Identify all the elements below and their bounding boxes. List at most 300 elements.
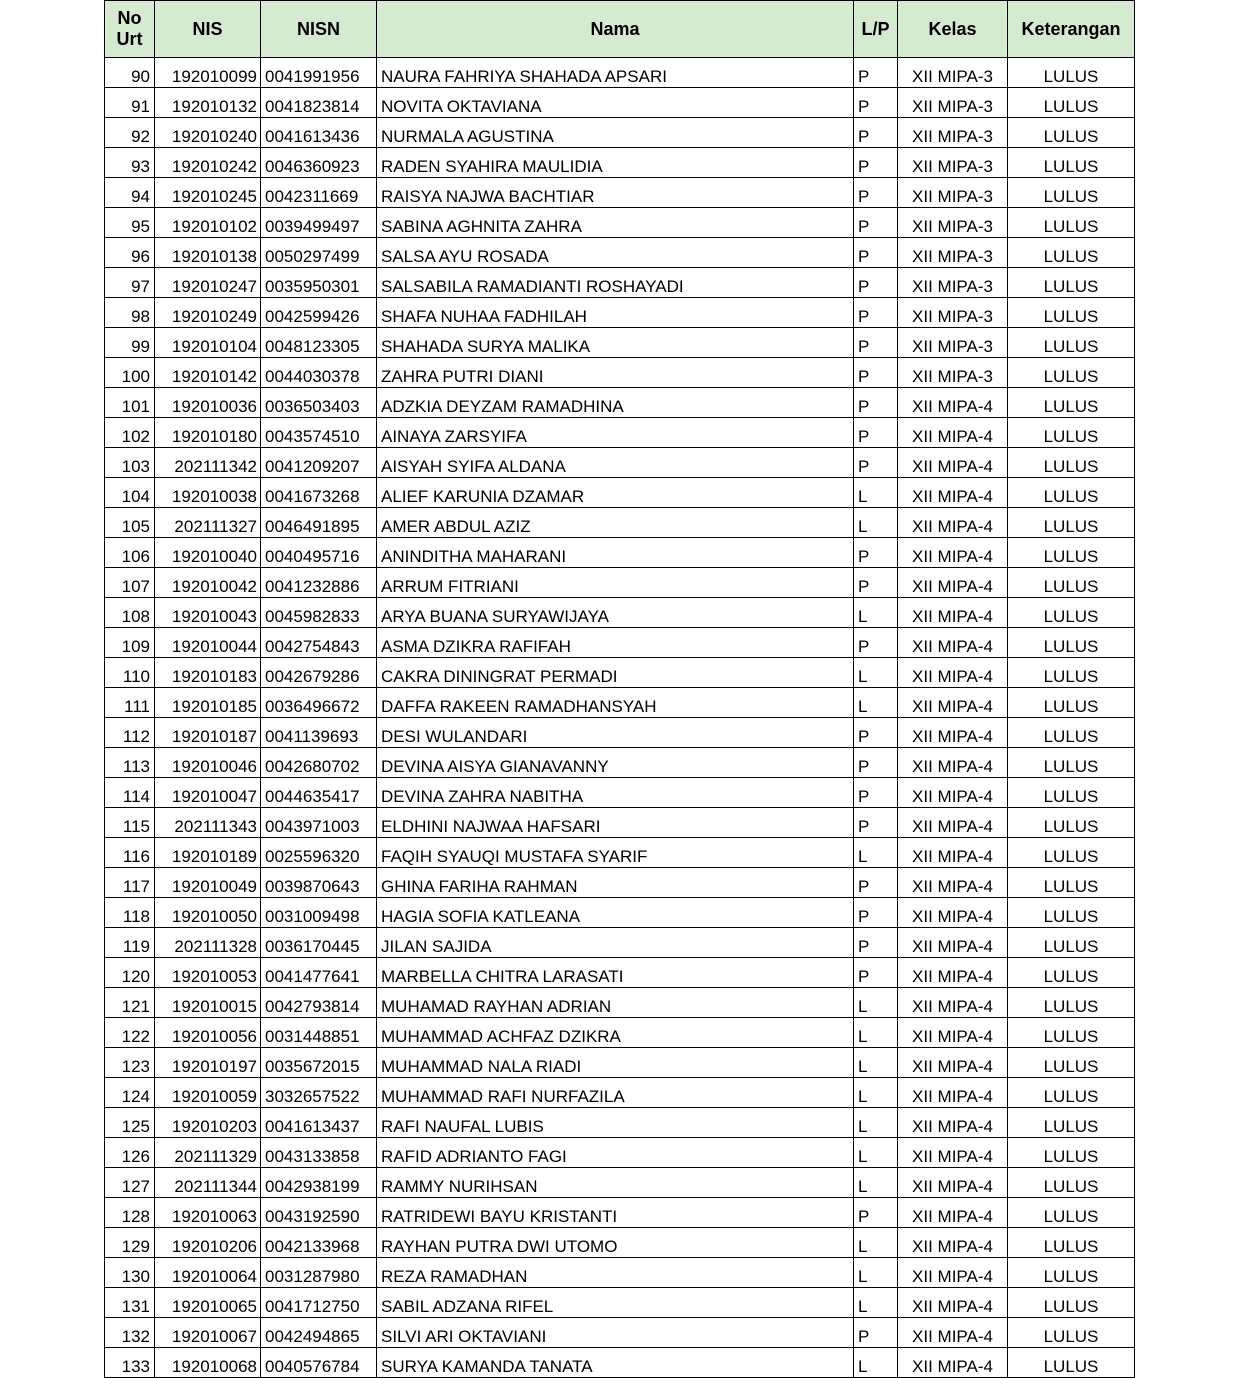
cell-lp: P bbox=[854, 298, 898, 328]
cell-lp: P bbox=[854, 898, 898, 928]
cell-nis: 202111327 bbox=[155, 508, 261, 538]
cell-kelas: XII MIPA-4 bbox=[898, 718, 1008, 748]
cell-lp: L bbox=[854, 658, 898, 688]
cell-nis: 192010102 bbox=[155, 208, 261, 238]
cell-keterangan: LULUS bbox=[1008, 1108, 1135, 1138]
cell-kelas: XII MIPA-3 bbox=[898, 148, 1008, 178]
cell-lp: L bbox=[854, 1138, 898, 1168]
cell-nis: 192010064 bbox=[155, 1258, 261, 1288]
cell-nisn: 0039499497 bbox=[261, 208, 377, 238]
cell-nis: 192010249 bbox=[155, 298, 261, 328]
cell-nama: RAISYA NAJWA BACHTIAR bbox=[377, 178, 854, 208]
cell-keterangan: LULUS bbox=[1008, 1258, 1135, 1288]
cell-lp: L bbox=[854, 508, 898, 538]
cell-nis: 192010197 bbox=[155, 1048, 261, 1078]
cell-nisn: 0042754843 bbox=[261, 628, 377, 658]
cell-nisn: 0041991956 bbox=[261, 58, 377, 88]
cell-keterangan: LULUS bbox=[1008, 1168, 1135, 1198]
cell-lp: P bbox=[854, 178, 898, 208]
cell-lp: P bbox=[854, 958, 898, 988]
cell-nis: 192010043 bbox=[155, 598, 261, 628]
cell-keterangan: LULUS bbox=[1008, 1078, 1135, 1108]
cell-lp: L bbox=[854, 598, 898, 628]
cell-keterangan: LULUS bbox=[1008, 868, 1135, 898]
table-row bbox=[105, 148, 1135, 178]
cell-lp: L bbox=[854, 1288, 898, 1318]
cell-no-urt: 123 bbox=[105, 1048, 155, 1078]
student-table bbox=[104, 0, 1135, 1378]
cell-nisn: 0041712750 bbox=[261, 1288, 377, 1318]
cell-nisn: 0041139693 bbox=[261, 718, 377, 748]
cell-nama: ANINDITHA MAHARANI bbox=[377, 538, 854, 568]
cell-no-urt: 104 bbox=[105, 478, 155, 508]
cell-nama: ZAHRA PUTRI DIANI bbox=[377, 358, 854, 388]
cell-kelas: XII MIPA-4 bbox=[898, 748, 1008, 778]
cell-nis: 192010245 bbox=[155, 178, 261, 208]
cell-nisn: 0043971003 bbox=[261, 808, 377, 838]
cell-nama: MUHAMAD RAYHAN ADRIAN bbox=[377, 988, 854, 1018]
cell-kelas: XII MIPA-3 bbox=[898, 88, 1008, 118]
cell-nis: 192010242 bbox=[155, 148, 261, 178]
cell-keterangan: LULUS bbox=[1008, 568, 1135, 598]
cell-kelas: XII MIPA-4 bbox=[898, 688, 1008, 718]
cell-nis: 192010142 bbox=[155, 358, 261, 388]
table-row bbox=[105, 778, 1135, 808]
cell-nis: 202111344 bbox=[155, 1168, 261, 1198]
cell-nis: 192010044 bbox=[155, 628, 261, 658]
cell-lp: L bbox=[854, 1078, 898, 1108]
header-kelas: Kelas bbox=[898, 1, 1008, 58]
cell-no-urt: 93 bbox=[105, 148, 155, 178]
cell-lp: P bbox=[854, 568, 898, 598]
cell-keterangan: LULUS bbox=[1008, 538, 1135, 568]
cell-keterangan: LULUS bbox=[1008, 478, 1135, 508]
cell-keterangan: LULUS bbox=[1008, 778, 1135, 808]
cell-no-urt: 101 bbox=[105, 388, 155, 418]
cell-lp: P bbox=[854, 208, 898, 238]
cell-nama: ASMA DZIKRA RAFIFAH bbox=[377, 628, 854, 658]
cell-nama: NAURA FAHRIYA SHAHADA APSARI bbox=[377, 58, 854, 88]
cell-nis: 192010040 bbox=[155, 538, 261, 568]
cell-lp: P bbox=[854, 1318, 898, 1348]
cell-lp: L bbox=[854, 1048, 898, 1078]
cell-no-urt: 118 bbox=[105, 898, 155, 928]
table-row bbox=[105, 58, 1135, 88]
cell-nis: 192010138 bbox=[155, 238, 261, 268]
cell-nama: AMER ABDUL AZIZ bbox=[377, 508, 854, 538]
cell-kelas: XII MIPA-4 bbox=[898, 418, 1008, 448]
cell-keterangan: LULUS bbox=[1008, 718, 1135, 748]
cell-no-urt: 100 bbox=[105, 358, 155, 388]
cell-no-urt: 121 bbox=[105, 988, 155, 1018]
table-row bbox=[105, 1138, 1135, 1168]
cell-no-urt: 106 bbox=[105, 538, 155, 568]
cell-nis: 192010050 bbox=[155, 898, 261, 928]
cell-kelas: XII MIPA-3 bbox=[898, 328, 1008, 358]
cell-nis: 192010183 bbox=[155, 658, 261, 688]
table-row bbox=[105, 988, 1135, 1018]
cell-no-urt: 119 bbox=[105, 928, 155, 958]
cell-nis: 192010067 bbox=[155, 1318, 261, 1348]
cell-no-urt: 122 bbox=[105, 1018, 155, 1048]
cell-no-urt: 133 bbox=[105, 1348, 155, 1378]
cell-nama: MUHAMMAD RAFI NURFAZILA bbox=[377, 1078, 854, 1108]
cell-nis: 192010015 bbox=[155, 988, 261, 1018]
cell-nis: 192010206 bbox=[155, 1228, 261, 1258]
cell-keterangan: LULUS bbox=[1008, 388, 1135, 418]
cell-kelas: XII MIPA-4 bbox=[898, 838, 1008, 868]
cell-nisn: 0046491895 bbox=[261, 508, 377, 538]
cell-no-urt: 124 bbox=[105, 1078, 155, 1108]
cell-no-urt: 92 bbox=[105, 118, 155, 148]
table-row bbox=[105, 1288, 1135, 1318]
cell-no-urt: 115 bbox=[105, 808, 155, 838]
cell-lp: L bbox=[854, 1228, 898, 1258]
cell-nama: SURYA KAMANDA TANATA bbox=[377, 1348, 854, 1378]
table-row bbox=[105, 298, 1135, 328]
cell-nama: ALIEF KARUNIA DZAMAR bbox=[377, 478, 854, 508]
table-row bbox=[105, 1198, 1135, 1228]
cell-no-urt: 110 bbox=[105, 658, 155, 688]
cell-nama: HAGIA SOFIA KATLEANA bbox=[377, 898, 854, 928]
cell-nisn: 0043133858 bbox=[261, 1138, 377, 1168]
cell-keterangan: LULUS bbox=[1008, 418, 1135, 448]
header-keterangan: Keterangan bbox=[1008, 1, 1135, 58]
cell-keterangan: LULUS bbox=[1008, 208, 1135, 238]
cell-lp: P bbox=[854, 868, 898, 898]
cell-nisn: 0041232886 bbox=[261, 568, 377, 598]
cell-nisn: 0042599426 bbox=[261, 298, 377, 328]
cell-keterangan: LULUS bbox=[1008, 1138, 1135, 1168]
table-row bbox=[105, 628, 1135, 658]
cell-nis: 192010180 bbox=[155, 418, 261, 448]
cell-nama: ELDHINI NAJWAA HAFSARI bbox=[377, 808, 854, 838]
cell-nis: 192010046 bbox=[155, 748, 261, 778]
cell-nis: 192010053 bbox=[155, 958, 261, 988]
cell-keterangan: LULUS bbox=[1008, 328, 1135, 358]
table-row bbox=[105, 808, 1135, 838]
table-row bbox=[105, 118, 1135, 148]
cell-no-urt: 91 bbox=[105, 88, 155, 118]
cell-no-urt: 116 bbox=[105, 838, 155, 868]
cell-nis: 202111329 bbox=[155, 1138, 261, 1168]
cell-nama: RAFID ADRIANTO FAGI bbox=[377, 1138, 854, 1168]
cell-nis: 192010185 bbox=[155, 688, 261, 718]
cell-nisn: 0042311669 bbox=[261, 178, 377, 208]
cell-keterangan: LULUS bbox=[1008, 958, 1135, 988]
cell-lp: P bbox=[854, 268, 898, 298]
cell-kelas: XII MIPA-3 bbox=[898, 58, 1008, 88]
table-row bbox=[105, 1318, 1135, 1348]
cell-keterangan: LULUS bbox=[1008, 358, 1135, 388]
cell-nama: ADZKIA DEYZAM RAMADHINA bbox=[377, 388, 854, 418]
cell-keterangan: LULUS bbox=[1008, 58, 1135, 88]
cell-kelas: XII MIPA-4 bbox=[898, 1138, 1008, 1168]
cell-kelas: XII MIPA-4 bbox=[898, 388, 1008, 418]
cell-no-urt: 131 bbox=[105, 1288, 155, 1318]
table-row bbox=[105, 448, 1135, 478]
table-row bbox=[105, 238, 1135, 268]
cell-nisn: 0042680702 bbox=[261, 748, 377, 778]
table-row bbox=[105, 928, 1135, 958]
cell-kelas: XII MIPA-4 bbox=[898, 1078, 1008, 1108]
cell-kelas: XII MIPA-4 bbox=[898, 1048, 1008, 1078]
cell-nis: 202111343 bbox=[155, 808, 261, 838]
cell-keterangan: LULUS bbox=[1008, 838, 1135, 868]
cell-keterangan: LULUS bbox=[1008, 748, 1135, 778]
header-no-urt: No Urt bbox=[105, 1, 155, 58]
cell-lp: P bbox=[854, 88, 898, 118]
cell-no-urt: 108 bbox=[105, 598, 155, 628]
cell-nama: MUHAMMAD NALA RIADI bbox=[377, 1048, 854, 1078]
cell-nisn: 0040576784 bbox=[261, 1348, 377, 1378]
cell-keterangan: LULUS bbox=[1008, 928, 1135, 958]
cell-nama: MARBELLA CHITRA LARASATI bbox=[377, 958, 854, 988]
cell-lp: L bbox=[854, 478, 898, 508]
cell-kelas: XII MIPA-3 bbox=[898, 268, 1008, 298]
cell-kelas: XII MIPA-4 bbox=[898, 988, 1008, 1018]
table-row bbox=[105, 208, 1135, 238]
cell-lp: P bbox=[854, 748, 898, 778]
cell-keterangan: LULUS bbox=[1008, 988, 1135, 1018]
cell-nisn: 3032657522 bbox=[261, 1078, 377, 1108]
cell-lp: P bbox=[854, 118, 898, 148]
cell-keterangan: LULUS bbox=[1008, 1318, 1135, 1348]
cell-nama: DESI WULANDARI bbox=[377, 718, 854, 748]
cell-lp: P bbox=[854, 418, 898, 448]
cell-lp: P bbox=[854, 328, 898, 358]
table-row bbox=[105, 388, 1135, 418]
cell-kelas: XII MIPA-4 bbox=[898, 478, 1008, 508]
cell-nis: 192010036 bbox=[155, 388, 261, 418]
cell-nis: 192010059 bbox=[155, 1078, 261, 1108]
cell-nis: 192010104 bbox=[155, 328, 261, 358]
table-row bbox=[105, 1348, 1135, 1378]
cell-kelas: XII MIPA-4 bbox=[898, 508, 1008, 538]
cell-nama: SHAHADA SURYA MALIKA bbox=[377, 328, 854, 358]
cell-no-urt: 109 bbox=[105, 628, 155, 658]
cell-no-urt: 111 bbox=[105, 688, 155, 718]
cell-nama: SHAFA NUHAA FADHILAH bbox=[377, 298, 854, 328]
cell-no-urt: 129 bbox=[105, 1228, 155, 1258]
cell-lp: P bbox=[854, 808, 898, 838]
cell-no-urt: 103 bbox=[105, 448, 155, 478]
table-row bbox=[105, 718, 1135, 748]
cell-nama: DEVINA ZAHRA NABITHA bbox=[377, 778, 854, 808]
cell-nisn: 0025596320 bbox=[261, 838, 377, 868]
cell-nisn: 0044635417 bbox=[261, 778, 377, 808]
cell-nama: CAKRA DININGRAT PERMADI bbox=[377, 658, 854, 688]
cell-nisn: 0044030378 bbox=[261, 358, 377, 388]
cell-kelas: XII MIPA-4 bbox=[898, 598, 1008, 628]
cell-nama: SABIL ADZANA RIFEL bbox=[377, 1288, 854, 1318]
cell-keterangan: LULUS bbox=[1008, 688, 1135, 718]
cell-kelas: XII MIPA-3 bbox=[898, 178, 1008, 208]
cell-no-urt: 90 bbox=[105, 58, 155, 88]
cell-nama: SALSA AYU ROSADA bbox=[377, 238, 854, 268]
cell-nisn: 0042793814 bbox=[261, 988, 377, 1018]
cell-kelas: XII MIPA-4 bbox=[898, 448, 1008, 478]
cell-nisn: 0046360923 bbox=[261, 148, 377, 178]
cell-lp: L bbox=[854, 1168, 898, 1198]
cell-nis: 192010189 bbox=[155, 838, 261, 868]
header-nisn: NISN bbox=[261, 1, 377, 58]
cell-keterangan: LULUS bbox=[1008, 658, 1135, 688]
cell-nama: RAFI NAUFAL LUBIS bbox=[377, 1108, 854, 1138]
cell-kelas: XII MIPA-4 bbox=[898, 808, 1008, 838]
cell-keterangan: LULUS bbox=[1008, 1228, 1135, 1258]
cell-keterangan: LULUS bbox=[1008, 268, 1135, 298]
cell-no-urt: 99 bbox=[105, 328, 155, 358]
cell-nisn: 0036170445 bbox=[261, 928, 377, 958]
cell-no-urt: 126 bbox=[105, 1138, 155, 1168]
cell-no-urt: 132 bbox=[105, 1318, 155, 1348]
cell-nisn: 0042133968 bbox=[261, 1228, 377, 1258]
cell-nama: ARRUM FITRIANI bbox=[377, 568, 854, 598]
cell-nama: SILVI ARI OKTAVIANI bbox=[377, 1318, 854, 1348]
table-row bbox=[105, 658, 1135, 688]
header-nis: NIS bbox=[155, 1, 261, 58]
cell-lp: L bbox=[854, 838, 898, 868]
cell-nama: MUHAMMAD ACHFAZ DZIKRA bbox=[377, 1018, 854, 1048]
cell-nisn: 0048123305 bbox=[261, 328, 377, 358]
cell-keterangan: LULUS bbox=[1008, 88, 1135, 118]
cell-nis: 202111342 bbox=[155, 448, 261, 478]
cell-nisn: 0042679286 bbox=[261, 658, 377, 688]
table-row bbox=[105, 598, 1135, 628]
table-row bbox=[105, 358, 1135, 388]
header-lp: L/P bbox=[854, 1, 898, 58]
cell-kelas: XII MIPA-4 bbox=[898, 1348, 1008, 1378]
cell-kelas: XII MIPA-4 bbox=[898, 868, 1008, 898]
cell-lp: L bbox=[854, 1108, 898, 1138]
cell-kelas: XII MIPA-4 bbox=[898, 628, 1008, 658]
cell-lp: P bbox=[854, 388, 898, 418]
cell-kelas: XII MIPA-3 bbox=[898, 298, 1008, 328]
cell-no-urt: 102 bbox=[105, 418, 155, 448]
table-row bbox=[105, 1228, 1135, 1258]
cell-keterangan: LULUS bbox=[1008, 598, 1135, 628]
cell-nama: ARYA BUANA SURYAWIJAYA bbox=[377, 598, 854, 628]
cell-nisn: 0039870643 bbox=[261, 868, 377, 898]
cell-nisn: 0035672015 bbox=[261, 1048, 377, 1078]
cell-lp: P bbox=[854, 928, 898, 958]
cell-nisn: 0043574510 bbox=[261, 418, 377, 448]
cell-nis: 192010203 bbox=[155, 1108, 261, 1138]
cell-keterangan: LULUS bbox=[1008, 508, 1135, 538]
cell-nis: 192010099 bbox=[155, 58, 261, 88]
cell-kelas: XII MIPA-4 bbox=[898, 1318, 1008, 1348]
cell-nisn: 0036496672 bbox=[261, 688, 377, 718]
cell-nama: DAFFA RAKEEN RAMADHANSYAH bbox=[377, 688, 854, 718]
table-row bbox=[105, 748, 1135, 778]
cell-nis: 192010065 bbox=[155, 1288, 261, 1318]
cell-nis: 192010038 bbox=[155, 478, 261, 508]
cell-lp: P bbox=[854, 58, 898, 88]
cell-no-urt: 97 bbox=[105, 268, 155, 298]
cell-kelas: XII MIPA-3 bbox=[898, 118, 1008, 148]
cell-kelas: XII MIPA-4 bbox=[898, 568, 1008, 598]
cell-no-urt: 95 bbox=[105, 208, 155, 238]
cell-no-urt: 114 bbox=[105, 778, 155, 808]
cell-nis: 192010240 bbox=[155, 118, 261, 148]
cell-kelas: XII MIPA-4 bbox=[898, 898, 1008, 928]
cell-nama: FAQIH SYAUQI MUSTAFA SYARIF bbox=[377, 838, 854, 868]
cell-no-urt: 107 bbox=[105, 568, 155, 598]
cell-nis: 192010049 bbox=[155, 868, 261, 898]
cell-nama: DEVINA AISYA GIANAVANNY bbox=[377, 748, 854, 778]
cell-kelas: XII MIPA-3 bbox=[898, 358, 1008, 388]
cell-nisn: 0041477641 bbox=[261, 958, 377, 988]
table-row bbox=[105, 418, 1135, 448]
cell-keterangan: LULUS bbox=[1008, 898, 1135, 928]
cell-nis: 192010068 bbox=[155, 1348, 261, 1378]
table-row bbox=[105, 268, 1135, 298]
cell-keterangan: LULUS bbox=[1008, 1348, 1135, 1378]
table-row bbox=[105, 1168, 1135, 1198]
cell-kelas: XII MIPA-4 bbox=[898, 1288, 1008, 1318]
table-row bbox=[105, 88, 1135, 118]
cell-keterangan: LULUS bbox=[1008, 1288, 1135, 1318]
cell-no-urt: 113 bbox=[105, 748, 155, 778]
cell-no-urt: 105 bbox=[105, 508, 155, 538]
cell-lp: P bbox=[854, 358, 898, 388]
table-row bbox=[105, 328, 1135, 358]
cell-lp: P bbox=[854, 1198, 898, 1228]
cell-nisn: 0042494865 bbox=[261, 1318, 377, 1348]
cell-nama: RAYHAN PUTRA DWI UTOMO bbox=[377, 1228, 854, 1258]
cell-nis: 192010187 bbox=[155, 718, 261, 748]
cell-no-urt: 127 bbox=[105, 1168, 155, 1198]
cell-nis: 192010047 bbox=[155, 778, 261, 808]
table-row bbox=[105, 1018, 1135, 1048]
cell-kelas: XII MIPA-3 bbox=[898, 238, 1008, 268]
cell-nisn: 0042938199 bbox=[261, 1168, 377, 1198]
cell-nama: JILAN SAJIDA bbox=[377, 928, 854, 958]
cell-nama: SALSABILA RAMADIANTI ROSHAYADI bbox=[377, 268, 854, 298]
cell-nisn: 0031009498 bbox=[261, 898, 377, 928]
cell-lp: P bbox=[854, 628, 898, 658]
cell-kelas: XII MIPA-3 bbox=[898, 208, 1008, 238]
cell-no-urt: 98 bbox=[105, 298, 155, 328]
cell-keterangan: LULUS bbox=[1008, 148, 1135, 178]
cell-nama: AISYAH SYIFA ALDANA bbox=[377, 448, 854, 478]
cell-lp: P bbox=[854, 778, 898, 808]
table-row bbox=[105, 568, 1135, 598]
table-row bbox=[105, 1048, 1135, 1078]
table-row bbox=[105, 1108, 1135, 1138]
cell-no-urt: 130 bbox=[105, 1258, 155, 1288]
cell-kelas: XII MIPA-4 bbox=[898, 1228, 1008, 1258]
cell-keterangan: LULUS bbox=[1008, 628, 1135, 658]
cell-no-urt: 117 bbox=[105, 868, 155, 898]
cell-keterangan: LULUS bbox=[1008, 1198, 1135, 1228]
cell-keterangan: LULUS bbox=[1008, 298, 1135, 328]
cell-nama: AINAYA ZARSYIFA bbox=[377, 418, 854, 448]
cell-no-urt: 125 bbox=[105, 1108, 155, 1138]
cell-nisn: 0041673268 bbox=[261, 478, 377, 508]
cell-keterangan: LULUS bbox=[1008, 238, 1135, 268]
cell-lp: P bbox=[854, 238, 898, 268]
cell-keterangan: LULUS bbox=[1008, 118, 1135, 148]
cell-nisn: 0045982833 bbox=[261, 598, 377, 628]
cell-lp: P bbox=[854, 538, 898, 568]
cell-kelas: XII MIPA-4 bbox=[898, 1258, 1008, 1288]
cell-kelas: XII MIPA-4 bbox=[898, 778, 1008, 808]
cell-nis: 192010056 bbox=[155, 1018, 261, 1048]
table-row bbox=[105, 178, 1135, 208]
cell-nisn: 0031448851 bbox=[261, 1018, 377, 1048]
